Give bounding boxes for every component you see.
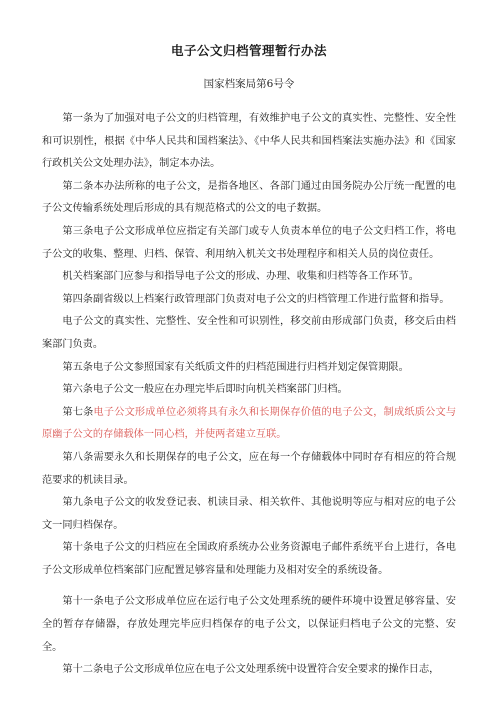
article-3-note: 机关档案部门应参与和指导电子公文的形成、办理、收集和归档等各工作环节。 xyxy=(62,271,419,283)
article-9: 第九条电子公文的收发登记表、机读目录、相关软件、其他说明等应与相对应的电子公文一同归档保存。 xyxy=(42,497,456,531)
article-8: 第八条需要永久和长期保存的电子公文，应在每一个存储载体中同时存有相应的符合规范要求的机读目录。 xyxy=(42,451,456,486)
article-1: 第一条为了加强对电子公文的归档管理，有效维护电子公文的真实性、完整性、安全性和可识别性，根据《中华人民共和国档案法》、《中华人民共和国档案法实施办法》和《国家行政机关公文处理办法》，制定本办法。 xyxy=(42,113,456,170)
article-7-highlight: 电子公文形成单位必须将具有永久和长期保存价值的电子公文，制成纸质公文与原幽子公文的存储载体一同心档，并使两者建立互联。 xyxy=(42,406,457,441)
article-3: 第三条电子公文形成单位应指定有关部门或专人负责本单位的电子公文归档工作，将电子公文的收集、整理、归档、保管、利用纳入机关文书处理程序和相关人员的岗位责任。 xyxy=(42,225,456,260)
article-10: 第十条电子公文的归档应在全国政府系统办公业务资源电子邮件系统平台上进行，各电子公文形成单位档案部门应配置足够容量和处理能力及相对安全的系统设备。 xyxy=(42,542,456,576)
article-6: 第六条电子公文一般应在办理完毕后即时向机关档案部门归档。 xyxy=(62,384,348,396)
article-12: 第十二条电子公文形成单位应在电子公文处理系统中设置符合安全要求的操作日志， xyxy=(62,664,440,676)
article-2: 第二条本办法所称的电子公文，是指各地区、各部门通过由国务院办公厅统一配置的电子公文传输系统处理后形成的具有规范格式的公文的电子数据。 xyxy=(42,180,456,215)
article-4-note: 电子公文的真实性、完整性、安全性和可识别性，移交前由形成部门负责，移交后由档案部门负责。 xyxy=(42,316,456,350)
article-11: 第十一条电子公文形成单位应在运行电子公文处理系统的硬件环境中设置足够容量、安全的暂存存储器，存放处理完毕应归档保存的电子公文，以保证归档电子公文的完整、安全。 xyxy=(42,596,456,653)
article-7 xyxy=(42,402,456,447)
document-subtitle: 国家档案局第6号令 xyxy=(203,78,295,90)
article-7-prefix: 第七条 xyxy=(62,406,94,418)
article-4: 第四条副省级以上档案行政管理部门负责对电子公文的归档管理工作进行监督和指导。 xyxy=(62,293,450,305)
document-title: 电子公文归档管理暂行办法 xyxy=(170,43,327,58)
article-5: 第五条电子公文参照国家有关纸质文件的归档范围进行归档并划定保管期限。 xyxy=(62,361,409,373)
